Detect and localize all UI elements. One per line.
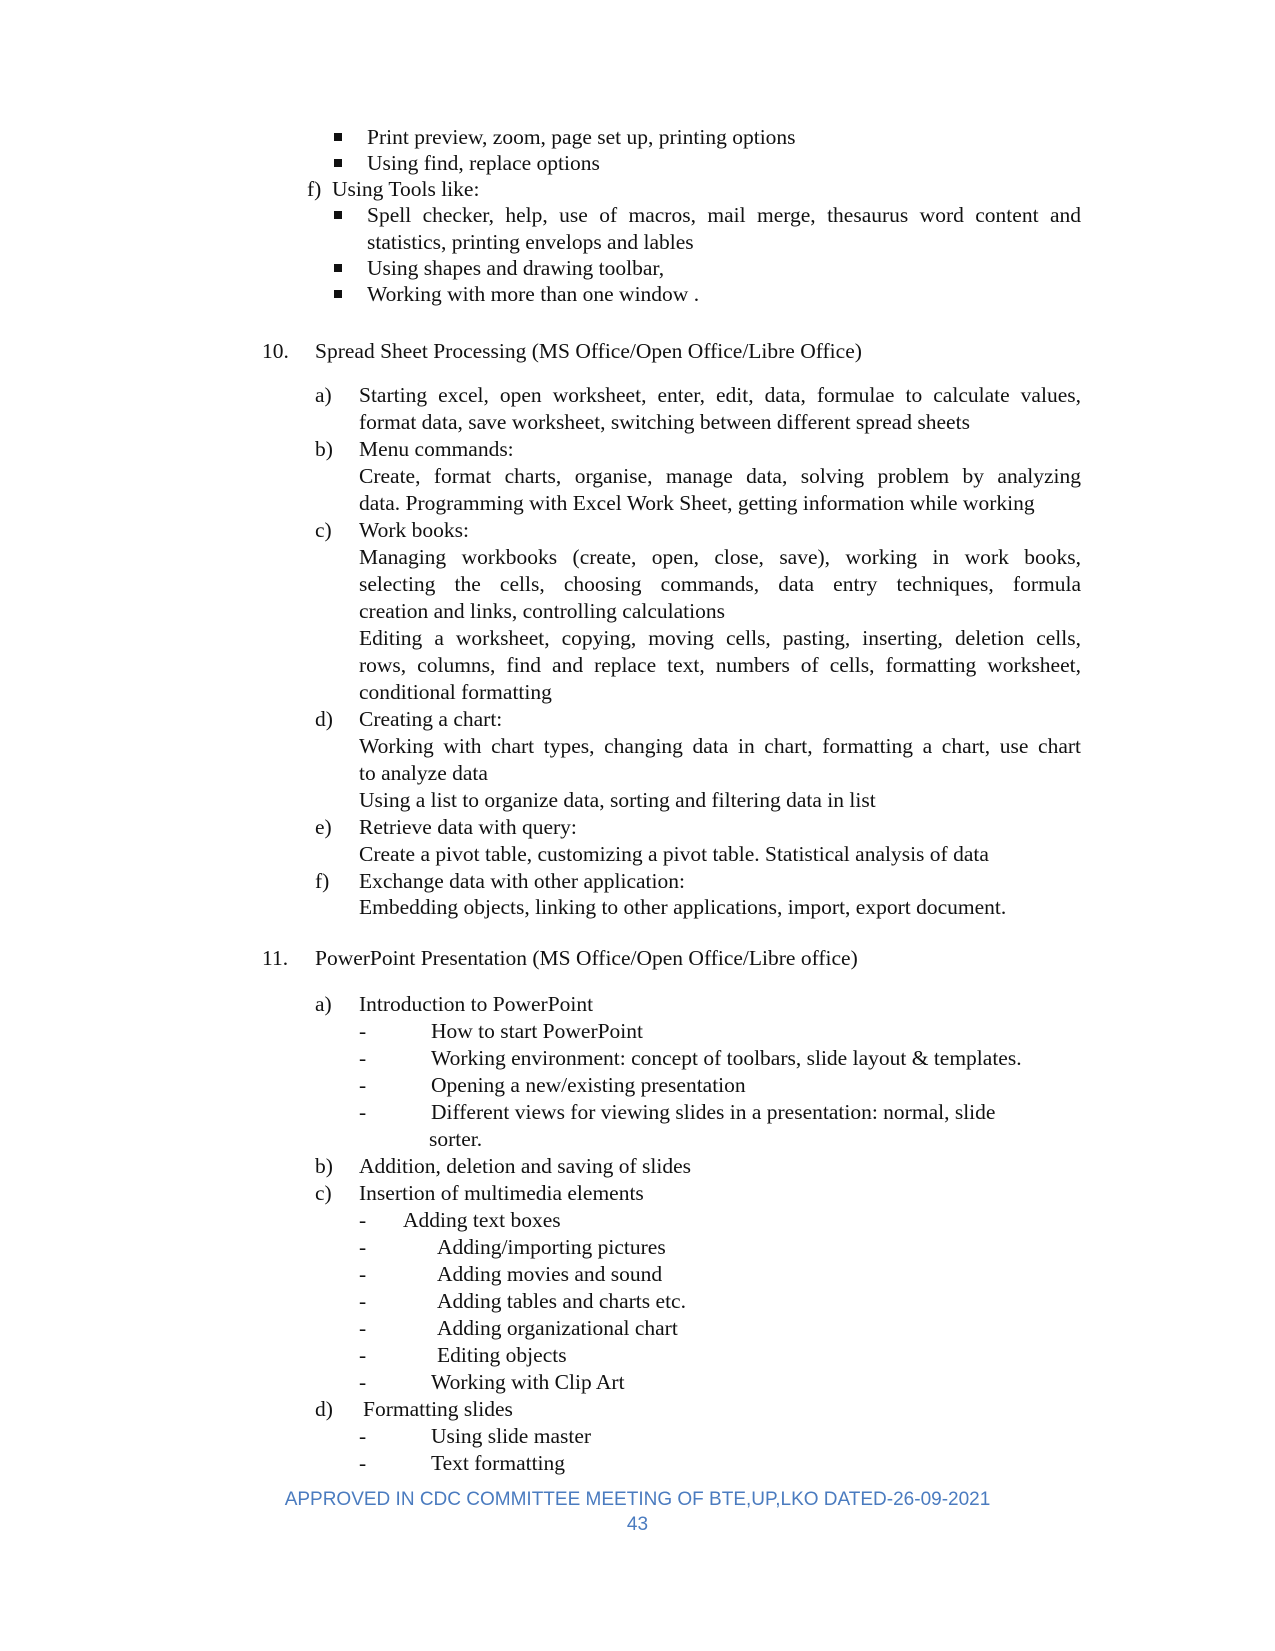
list-item-continuation: selecting the cells, choosing commands, data entry techniques, formula — [359, 572, 1081, 596]
dash-marker: - — [359, 1019, 367, 1043]
dash-marker: - — [359, 1370, 367, 1394]
square-bullet-icon — [334, 159, 342, 167]
section-title: Spread Sheet Processing (MS Office/Open Office/Libre Office) — [315, 339, 862, 363]
list-item-continuation: Editing a worksheet, copying, moving cells, pasting, inserting, deletion cells, — [359, 626, 1081, 650]
dash-marker: - — [359, 1424, 367, 1448]
list-item-continuation: conditional formatting — [359, 680, 552, 704]
list-marker: b) — [315, 437, 333, 461]
list-item: Creating a chart: — [359, 707, 503, 731]
list-item: Using shapes and drawing toolbar, — [367, 256, 665, 280]
dash-marker: - — [359, 1073, 367, 1097]
list-item: Working with more than one window . — [367, 282, 700, 306]
dash-marker: - — [359, 1208, 367, 1232]
sub-item: Different views for viewing slides in a presentation: normal, slide — [431, 1100, 996, 1124]
list-marker: e) — [315, 815, 332, 839]
list-item: Using find, replace options — [367, 151, 600, 175]
list-marker: c) — [315, 1181, 332, 1205]
list-item: Addition, deletion and saving of slides — [359, 1154, 692, 1178]
square-bullet-icon — [334, 264, 342, 272]
list-item-continuation: Create a pivot table, customizing a pivot table. Statistical analysis of data — [359, 842, 989, 866]
list-item-continuation: to analyze data — [359, 761, 488, 785]
list-marker: b) — [315, 1154, 333, 1178]
list-marker: d) — [315, 707, 333, 731]
list-marker: f) — [315, 869, 330, 893]
list-item-continuation: rows, columns, find and replace text, numbers of cells, formatting worksheet, — [359, 653, 1081, 677]
page-number: 43 — [626, 1514, 649, 1535]
section-number: 10. — [262, 339, 289, 363]
dash-marker: - — [359, 1100, 367, 1124]
dash-marker: - — [359, 1451, 367, 1475]
sub-item: Opening a new/existing presentation — [431, 1073, 746, 1097]
sub-item: Using slide master — [431, 1424, 592, 1448]
list-item: Exchange data with other application: — [359, 869, 685, 893]
sub-item: Adding text boxes — [403, 1208, 561, 1232]
list-item-continuation: Using a list to organize data, sorting and filtering data in list — [359, 788, 876, 812]
list-marker: d) — [315, 1397, 333, 1421]
approval-footer: APPROVED IN CDC COMMITTEE MEETING OF BTE,UP,LKO DATED-26-09-2021 — [284, 1489, 991, 1510]
dash-marker: - — [359, 1343, 367, 1367]
list-item-continuation: statistics, printing envelops and lables — [367, 230, 694, 254]
list-marker: a) — [315, 992, 332, 1016]
list-item-continuation: Embedding objects, linking to other applications, import, export document. — [359, 895, 1007, 919]
list-item-continuation: format data, save worksheet, switching between different spread sheets — [359, 410, 970, 434]
section-title: PowerPoint Presentation (MS Office/Open Office/Libre office) — [315, 946, 858, 970]
square-bullet-icon — [334, 133, 342, 141]
list-marker: f) — [307, 177, 322, 201]
list-item: Formatting slides — [363, 1397, 513, 1421]
list-marker: a) — [315, 383, 332, 407]
list-item-continuation: Working with chart types, changing data in chart, formatting a chart, use chart — [359, 734, 1081, 758]
square-bullet-icon — [334, 211, 342, 219]
dash-marker: - — [359, 1235, 367, 1259]
sub-item: Editing objects — [437, 1343, 567, 1367]
list-item: Insertion of multimedia elements — [359, 1181, 644, 1205]
list-item: Retrieve data with query: — [359, 815, 577, 839]
dash-marker: - — [359, 1046, 367, 1070]
list-item: Spell checker, help, use of macros, mail merge, thesaurus word content and — [367, 203, 1081, 227]
list-item-continuation: creation and links, controlling calculations — [359, 599, 725, 623]
list-item: Work books: — [359, 518, 469, 542]
list-item: Starting excel, open worksheet, enter, edit, data, formulae to calculate values, — [359, 383, 1081, 407]
list-item-continuation: data. Programming with Excel Work Sheet, getting information while working — [359, 491, 1035, 515]
dash-marker: - — [359, 1289, 367, 1313]
sub-item: How to start PowerPoint — [431, 1019, 644, 1043]
list-item-continuation: Create, format charts, organise, manage data, solving problem by analyzing — [359, 464, 1081, 488]
square-bullet-icon — [334, 290, 342, 298]
dash-marker: - — [359, 1262, 367, 1286]
dash-marker: - — [359, 1316, 367, 1340]
sub-item-continuation: sorter. — [429, 1127, 483, 1151]
list-item: Using Tools like: — [332, 177, 480, 201]
section-number: 11. — [262, 946, 289, 970]
list-marker: c) — [315, 518, 332, 542]
sub-item: Working environment: concept of toolbars, slide layout & templates. — [431, 1046, 1022, 1070]
list-item-continuation: Managing workbooks (create, open, close, save), working in work books, — [359, 545, 1081, 569]
sub-item: Working with Clip Art — [431, 1370, 625, 1394]
sub-item: Adding movies and sound — [437, 1262, 663, 1286]
list-item: Print preview, zoom, page set up, printing options — [367, 125, 796, 149]
list-item: Introduction to PowerPoint — [359, 992, 594, 1016]
sub-item: Adding/importing pictures — [437, 1235, 666, 1259]
sub-item: Adding tables and charts etc. — [437, 1289, 686, 1313]
sub-item: Text formatting — [431, 1451, 566, 1475]
sub-item: Adding organizational chart — [437, 1316, 678, 1340]
list-item: Menu commands: — [359, 437, 514, 461]
